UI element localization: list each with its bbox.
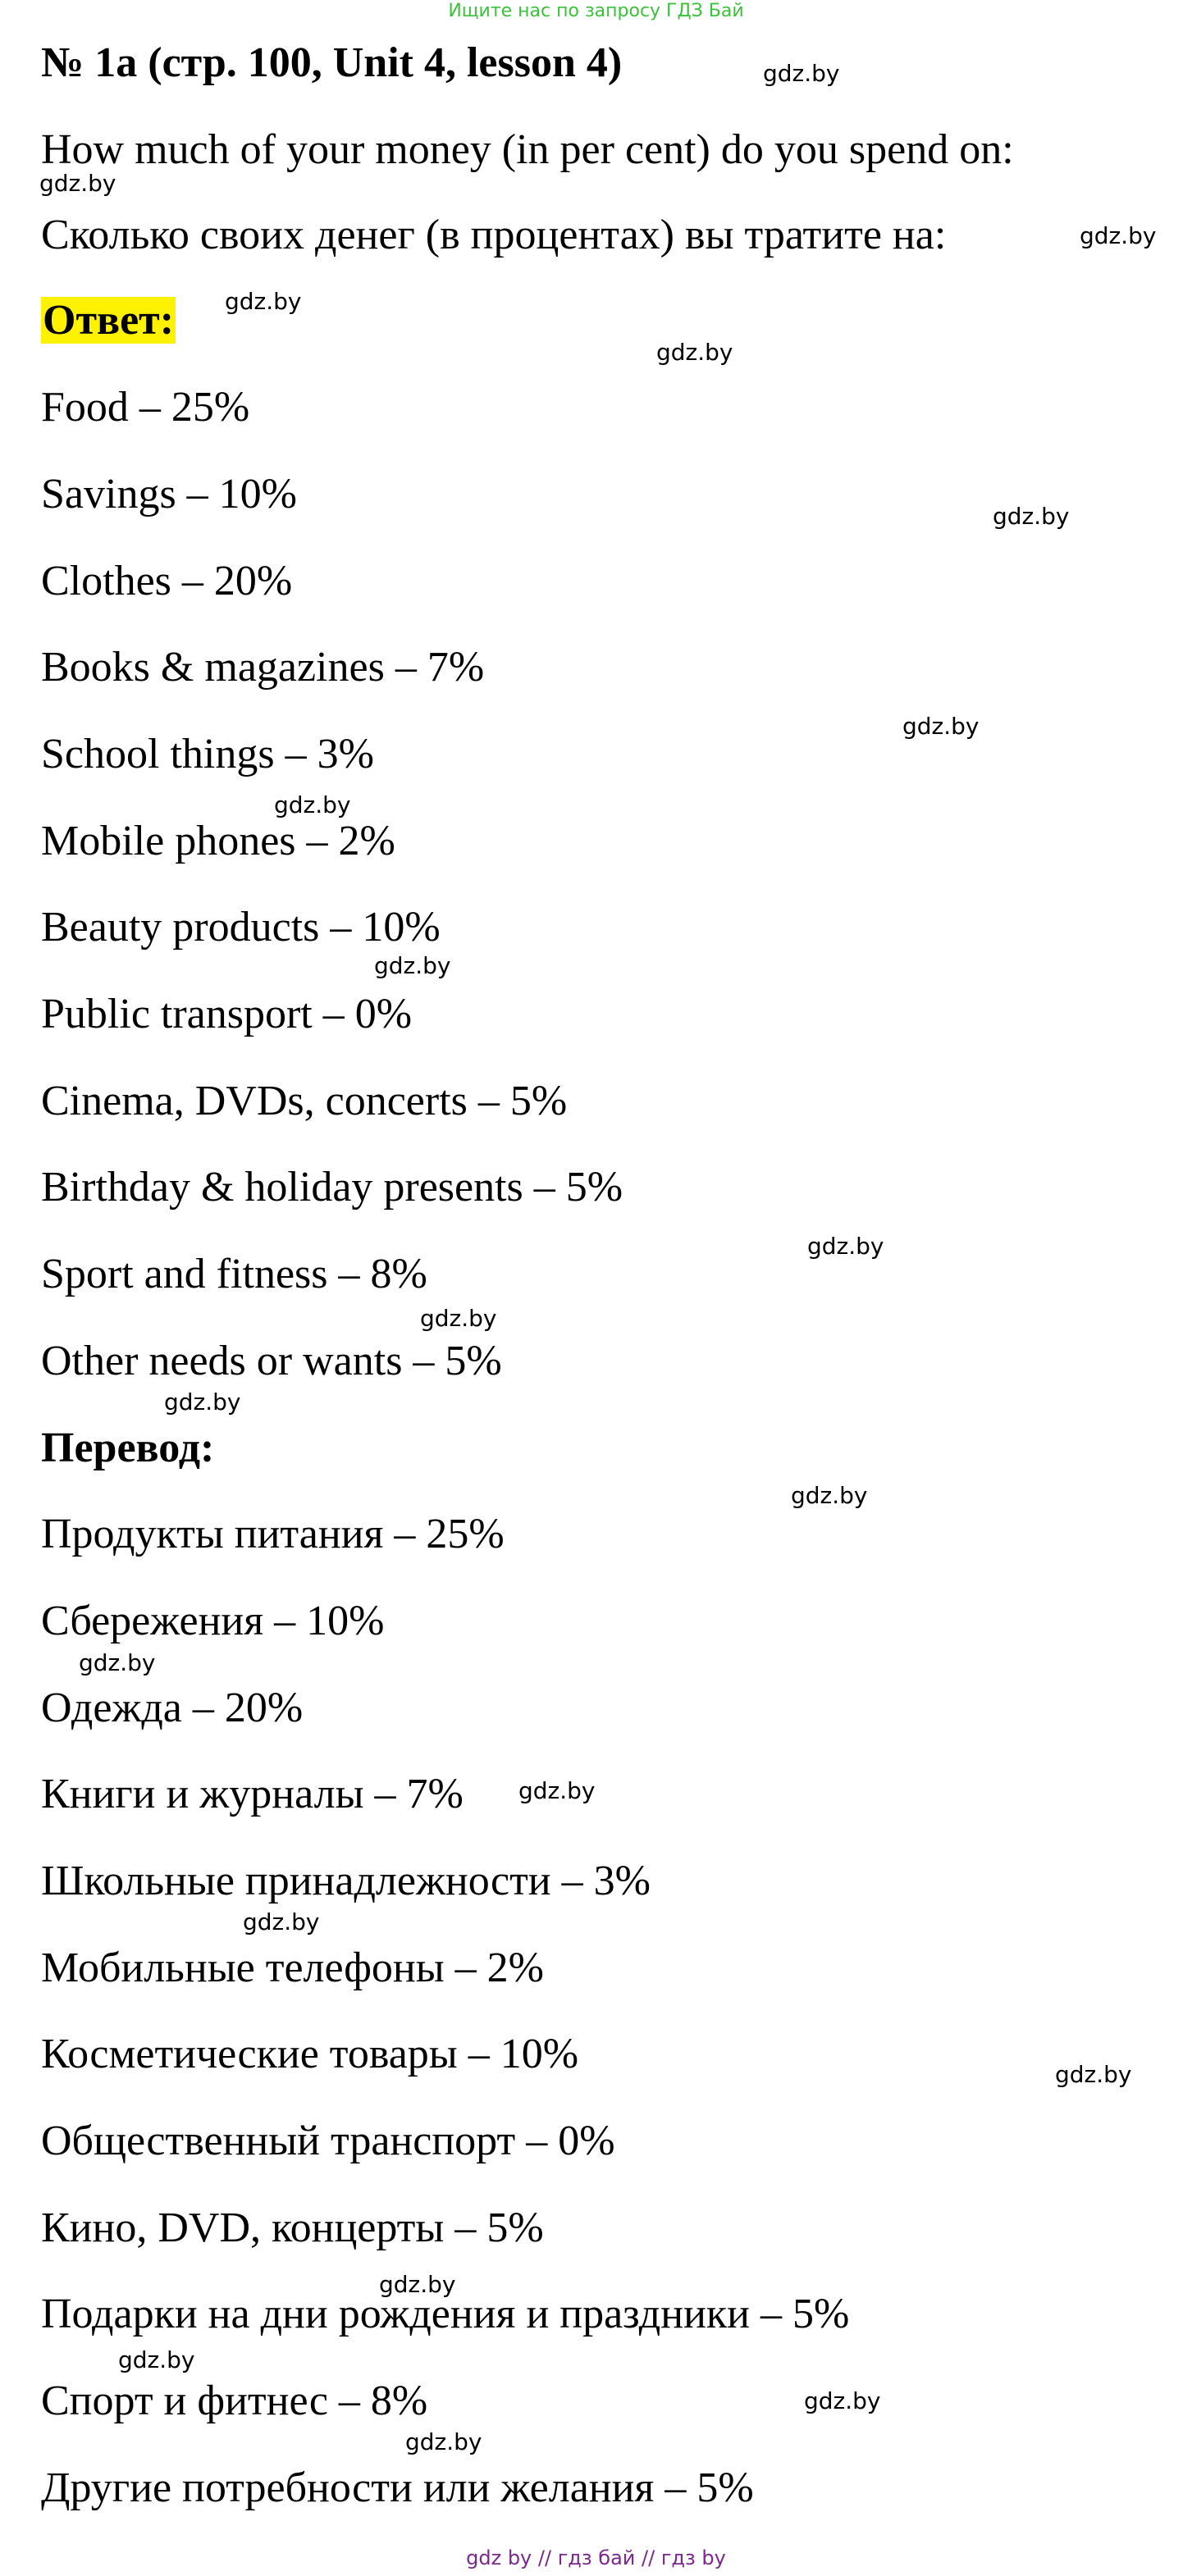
answer-item: Beauty products – 10% xyxy=(41,904,441,951)
translation-item: Подарки на дни рождения и праздники – 5% xyxy=(41,2291,850,2337)
translation-item: Книги и журналы – 7% xyxy=(41,1771,464,1817)
translation-item: Сбережения – 10% xyxy=(41,1598,385,1644)
watermark: gdz.by xyxy=(791,1482,868,1509)
translation-item: Одежда – 20% xyxy=(41,1685,304,1731)
translation-item: Общественный транспорт – 0% xyxy=(41,2118,615,2164)
question-russian: Сколько своих денег (в процентах) вы тратите на: xyxy=(41,212,947,258)
watermark: gdz.by xyxy=(225,288,302,315)
question-english: How much of your money (in per cent) do you spend on: xyxy=(41,126,1014,173)
watermark: gdz.by xyxy=(763,60,840,87)
watermark: gdz.by xyxy=(164,1388,241,1416)
footer-links: gdz by // гдз бай // гдз by xyxy=(466,2546,726,2569)
answer-item: Other needs or wants – 5% xyxy=(41,1338,502,1384)
watermark: gdz.by xyxy=(902,713,980,740)
answer-item: Savings – 10% xyxy=(41,471,297,517)
watermark: gdz.by xyxy=(274,791,351,818)
translation-item: Кино, DVD, концерты – 5% xyxy=(41,2204,544,2251)
watermark: gdz.by xyxy=(656,339,733,366)
translation-item: Продукты питания – 25% xyxy=(41,1511,505,1557)
translation-heading: Перевод: xyxy=(41,1425,215,1471)
watermark: gdz.by xyxy=(993,503,1070,530)
answer-item: Clothes – 20% xyxy=(41,558,293,604)
answer-heading xyxy=(41,295,176,346)
watermark: gdz.by xyxy=(1080,222,1157,249)
watermark: gdz.by xyxy=(420,1305,497,1332)
watermark: gdz.by xyxy=(374,952,451,979)
answer-item: Food – 25% xyxy=(41,384,250,431)
watermark: gdz.by xyxy=(804,2387,881,2414)
answer-item: Books & magazines – 7% xyxy=(41,644,485,691)
watermark: gdz.by xyxy=(118,2346,195,2373)
answer-label: Ответ: xyxy=(43,297,175,344)
translation-item: Мобильные телефоны – 2% xyxy=(41,1945,544,1991)
answer-item: Cinema, DVDs, concerts – 5% xyxy=(41,1078,568,1124)
answer-item: Mobile phones – 2% xyxy=(41,818,395,864)
page-title: № 1a (стр. 100, Unit 4, lesson 4) xyxy=(41,39,623,86)
translation-item: Другие потребности или желания – 5% xyxy=(41,2464,754,2511)
answer-item: Birthday & holiday presents – 5% xyxy=(41,1164,623,1210)
answer-item: School things – 3% xyxy=(41,731,374,777)
translation-item: Спорт и фитнес – 8% xyxy=(41,2378,428,2424)
watermark: gdz.by xyxy=(79,1649,156,1676)
answer-item: Public transport – 0% xyxy=(41,991,413,1037)
top-banner: Ищите нас по запросу ГДЗ Бай xyxy=(448,1,744,21)
answer-item: Sport and fitness – 8% xyxy=(41,1251,427,1297)
translation-item: Школьные принадлежности – 3% xyxy=(41,1858,651,1904)
translation-item: Косметические товары – 10% xyxy=(41,2031,579,2077)
watermark: gdz.by xyxy=(379,2271,456,2298)
watermark: gdz.by xyxy=(807,1233,884,1260)
watermark: gdz.by xyxy=(405,2428,482,2455)
watermark: gdz.by xyxy=(39,170,116,197)
watermark: gdz.by xyxy=(1055,2061,1132,2088)
watermark: gdz.by xyxy=(243,1908,320,1935)
watermark: gdz.by xyxy=(518,1777,596,1804)
